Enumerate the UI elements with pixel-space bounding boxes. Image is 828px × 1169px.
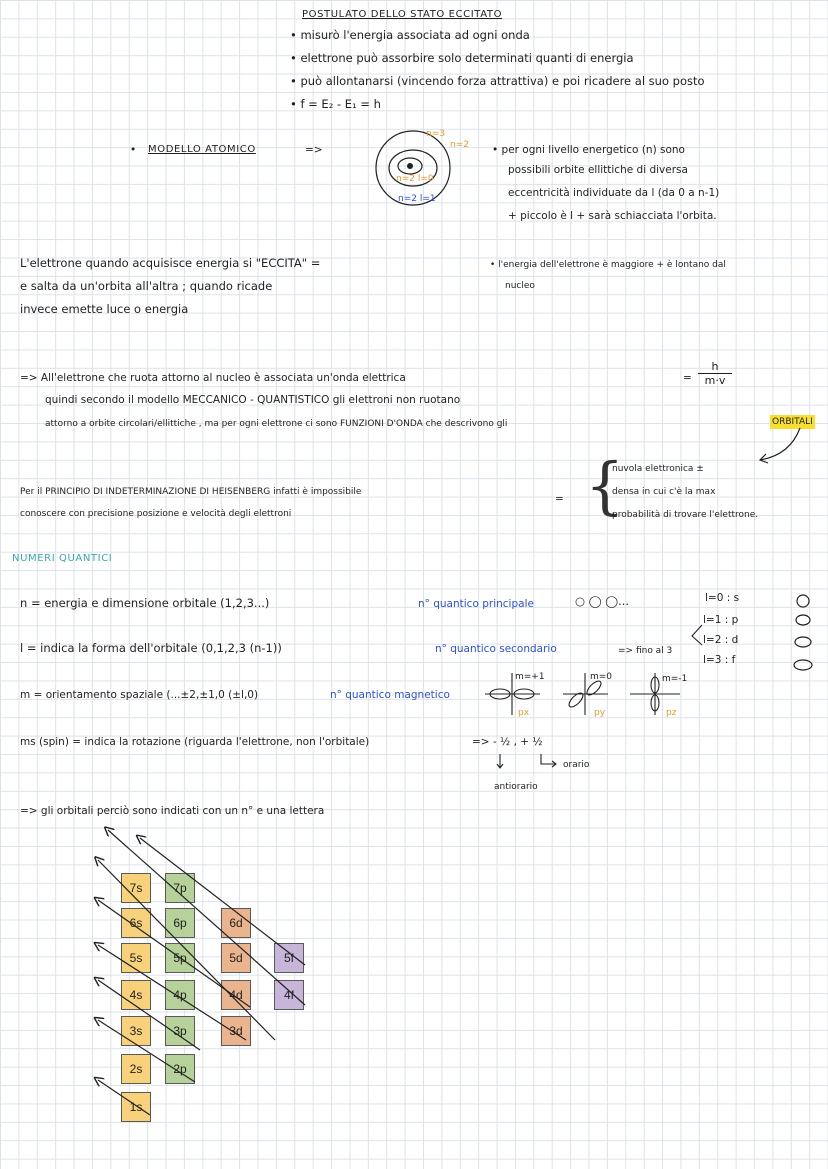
aufbau-arrow-3 (98, 980, 200, 1050)
antiorario-label: antiorario (494, 782, 538, 792)
postulato-item-3: • può allontanarsi (vincendo forza attrattiva) e poi ricadere al suo posto (290, 74, 705, 88)
px-label: px (518, 708, 530, 718)
l-line: l = indica la forma dell'orbitale (0,1,2,3 (n-1)) (20, 641, 282, 655)
postulato-item-4: • f = E₂ - E₁ = h (290, 97, 381, 111)
brace: { (585, 449, 625, 522)
orbital-box-4p: 4p (165, 980, 195, 1010)
modello-note-1: • per ogni livello energetico (n) sono (492, 144, 685, 156)
orbital-box-2p: 2p (165, 1054, 195, 1084)
formula-num: h (711, 360, 719, 373)
formula-eq: = (683, 372, 692, 384)
orbital-box-1s: 1s (121, 1092, 151, 1122)
modello-note-5: • l'energia dell'elettrone è maggiore + è lontano dal (490, 260, 726, 270)
orbital-box-5s: 5s (121, 943, 151, 973)
eccitazione-line-1: L'elettrone quando acquisisce energia si "ECCITA" = (20, 256, 321, 270)
orbital-box-5f: 5f (274, 943, 304, 973)
atom-label-n2: n=2 (450, 140, 469, 150)
aufbau-arrow-8 (140, 838, 305, 965)
orbital-box-6d: 6d (221, 908, 251, 938)
heisenberg-line-1: Per il PRINCIPIO DI INDETERMINAZIONE DI HEISENBERG infatti è impossibile (20, 487, 362, 497)
onda-line-3: attorno a orbite circolari/ellittiche , ma per ogni elettrone ci sono FUNZIONI D'ONDA che descrivono gli (45, 419, 508, 429)
orbital-box-3p: 3p (165, 1016, 195, 1046)
orbital-box-4d: 4d (221, 980, 251, 1010)
orbital-box-7p: 7p (165, 873, 195, 903)
aufbau-arrow-4 (98, 945, 246, 1040)
aufbau-arrow-2 (98, 1020, 195, 1082)
orbital-box-6p: 6p (165, 908, 195, 938)
n-label: n° quantico principale (418, 598, 534, 610)
formula-den: m·v (704, 374, 726, 387)
l-label: n° quantico secondario (435, 643, 557, 655)
orbitali-highlight: ORBITALI (772, 417, 813, 427)
eccitazione-line-3: invece emette luce o energia (20, 302, 189, 316)
modello-note-3: eccentricità individuate da l (da 0 a n-1) (508, 187, 720, 199)
orbital-box-2s: 2s (121, 1054, 151, 1084)
l-value-2: l=2 : d (703, 634, 739, 646)
m-line: m = orientamento spaziale (...±2,±1,0 (±l,0) (20, 689, 259, 701)
orbital-box-7s: 7s (121, 873, 151, 903)
onda-line-2: quindi secondo il modello MECCANICO - QUANTISTICO gli elettroni non ruotano (45, 394, 461, 406)
heisenberg-arrow: = (555, 493, 564, 505)
m-label: n° quantico magnetico (330, 689, 450, 701)
ms-values: => - ½ , + ½ (472, 736, 543, 748)
l-value-0: l=0 : s (705, 592, 740, 604)
orbital-box-5d: 5d (221, 943, 251, 973)
atom-label-l2: n=2 l=1 (398, 194, 436, 204)
m-value-3: m=-1 (662, 674, 688, 684)
orbital-box-4s: 4s (121, 980, 151, 1010)
postulato-item-2: • elettrone può assorbire solo determinati quanti di energia (290, 51, 634, 65)
orbital-box-3d: 3d (221, 1016, 251, 1046)
modello-note-4: + piccolo è l + sarà schiacciata l'orbita. (508, 210, 717, 222)
atom-label-l1: n=2 l=0 (396, 174, 434, 184)
n-circles: ○ ◯ ◯... (575, 594, 630, 608)
conclusion: => gli orbitali perciò sono indicati con un n° e una lettera (20, 805, 325, 817)
orbital-box-4f: 4f (274, 980, 304, 1010)
orbital-box-5p: 5p (165, 943, 195, 973)
heisenberg-line-2: conoscere con precisione posizione e velocità degli elettroni (20, 509, 292, 519)
modello-arrow: => (305, 144, 323, 156)
onda-line-1: => All'elettrone che ruota attorno al nucleo è associata un'onda elettrica (20, 372, 406, 384)
modello-note-6: nucleo (505, 281, 535, 291)
modello-bullet: • (130, 144, 137, 156)
py-label: py (594, 708, 606, 718)
postulato-title: POSTULATO DELLO STATO ECCITATO (302, 9, 503, 20)
aufbau-arrow-6 (98, 860, 275, 1040)
numeri-title: NUMERI QUANTICI (12, 553, 113, 564)
eccitazione-line-2: e salta da un'orbita all'altra ; quando ricade (20, 279, 273, 293)
aufbau-arrow-7 (108, 830, 305, 1005)
m-value-1: m=+1 (515, 672, 545, 682)
ms-line: ms (spin) = indica la rotazione (riguarda l'elettrone, non l'orbitale) (20, 736, 370, 748)
modello-note-2: possibili orbite ellittiche di diversa (508, 164, 688, 176)
n-line: n = energia e dimensione orbitale (1,2,3...) (20, 596, 270, 610)
orbital-box-6s: 6s (121, 908, 151, 938)
orbital-box-3s: 3s (121, 1016, 151, 1046)
m-value-2: m=0 (590, 672, 613, 682)
pz-label: pz (666, 708, 677, 718)
aufbau-arrow-1 (98, 1080, 150, 1115)
l-arrow: => fino al 3 (618, 646, 673, 656)
brace-line-1: nuvola elettronica ± (612, 464, 704, 474)
brace-line-3: probabilità di trovare l'elettrone. (612, 510, 759, 520)
l-value-3: l=3 : f (703, 654, 736, 666)
modello-label: MODELLO ATOMICO (148, 144, 256, 155)
atom-label-n3: n=3 (426, 129, 445, 139)
l-value-1: l=1 : p (703, 614, 739, 626)
brace-line-2: densa in cui c'è la max (612, 487, 716, 497)
orario-label: orario (563, 760, 590, 770)
postulato-item-1: • misurò l'energia associata ad ogni onda (290, 28, 530, 42)
